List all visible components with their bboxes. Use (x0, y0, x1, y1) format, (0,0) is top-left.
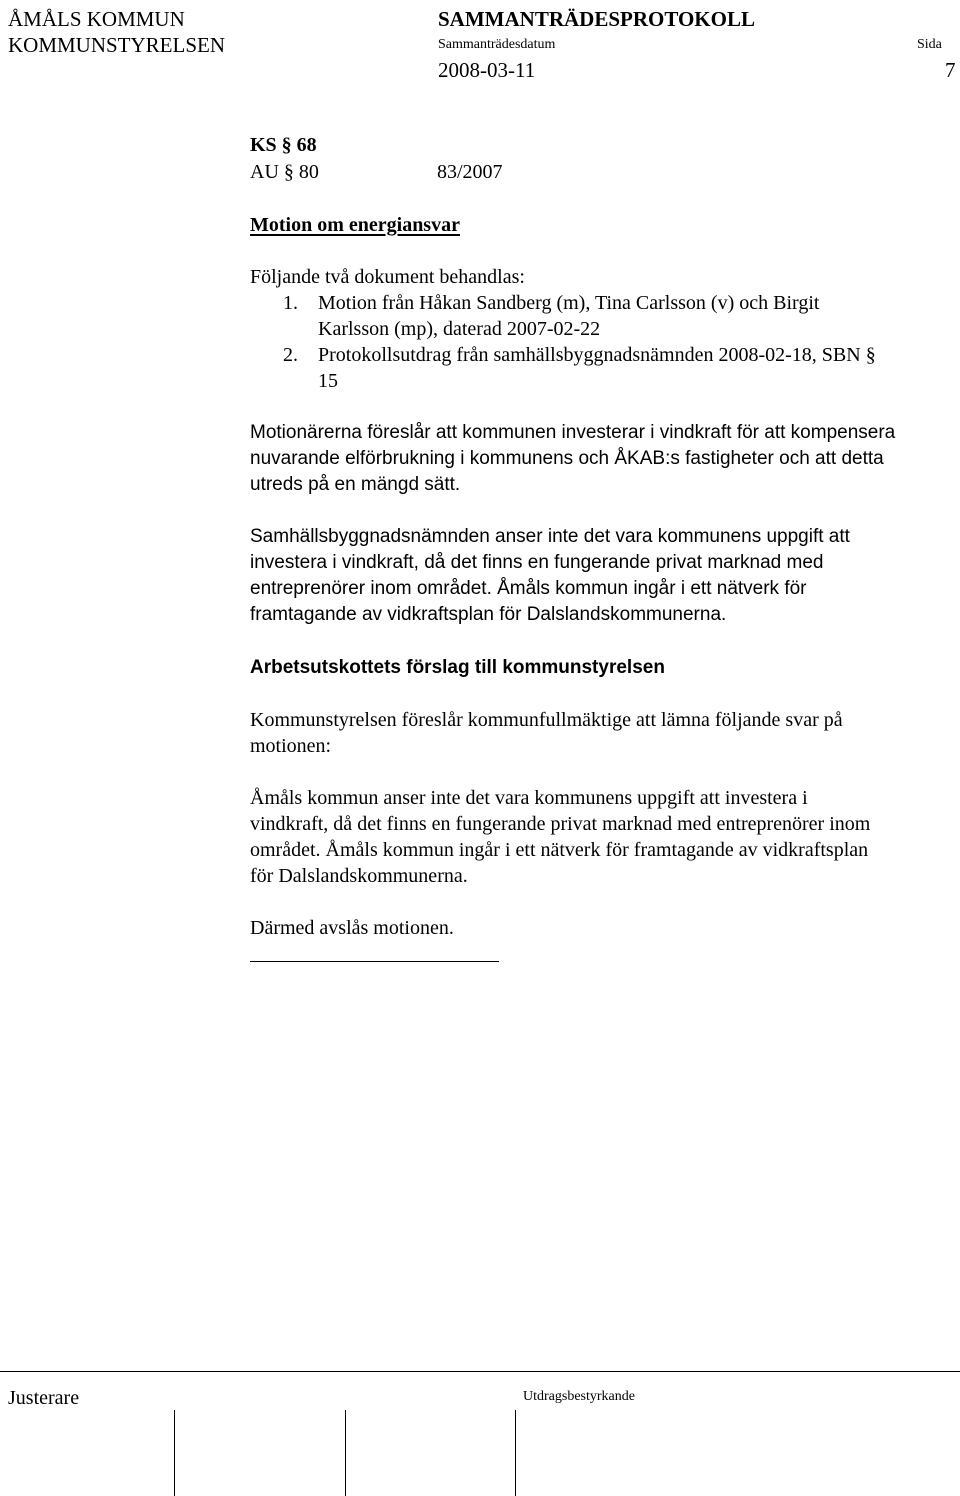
text-line: vindkraft, då det finns en fungerande privat marknad med entreprenörer inom (250, 813, 871, 835)
case-au: AU § 80 (250, 161, 319, 183)
signature-box-divider (174, 1410, 175, 1496)
text-line: entreprenörer inom området. Åmåls kommun ingår i ett nätverk för (250, 578, 807, 599)
case-ks: KS § 68 (250, 134, 317, 156)
text-line: Motionärerna föreslår att kommunen investerar i vindkraft för att kompensera (250, 422, 896, 443)
diary-number: 83/2007 (437, 161, 503, 183)
text-line: motionen: (250, 735, 332, 757)
list-item-text: 15 (318, 370, 338, 392)
conclusion: Därmed avslås motionen. (250, 917, 454, 939)
list-item-text: Protokollsutdrag från samhällsbyggnadsnämnden 2008-02-18, SBN § (318, 344, 876, 366)
text-line: Samhällsbyggnadsnämnden anser inte det vara kommunens uppgift att (250, 526, 850, 547)
documents-intro: Följande två dokument behandlas: (250, 266, 525, 288)
signature-box-divider (345, 1410, 346, 1496)
proposal-heading: Arbetsutskottets förslag till kommunstyrelsen (250, 657, 665, 678)
utdragsbestyrkande-label: Utdragsbestyrkande (523, 1389, 635, 1404)
page-number: 7 (945, 58, 956, 82)
list-item-text: Karlsson (mp), daterad 2007-02-22 (318, 318, 601, 340)
text-line: området. Åmåls kommun ingår i ett nätverk för framtagande av vidkraftsplan (250, 839, 869, 861)
text-line: Kommunstyrelsen föreslår kommunfullmäktige att lämna följande svar på (250, 709, 843, 731)
list-item-number: 1. (283, 292, 298, 314)
text-line: nuvarande elförbrukning i kommunens och ÅKAB:s fastigheter och att detta (250, 448, 884, 469)
meeting-date: 2008-03-11 (438, 58, 536, 82)
page-label: Sida (917, 37, 942, 52)
case-title: Motion om energiansvar (250, 214, 460, 236)
board-name: KOMMUNSTYRELSEN (8, 33, 226, 57)
date-label: Sammanträdesdatum (438, 37, 556, 52)
org-name: ÅMÅLS KOMMUN (8, 7, 185, 31)
text-line: utreds på en mängd sätt. (250, 474, 461, 495)
text-line: framtagande av vidkraftsplan för Dalslandskommunerna. (250, 604, 727, 625)
list-item-number: 2. (283, 344, 298, 366)
footer-divider (0, 1371, 960, 1372)
list-item-text: Motion från Håkan Sandberg (m), Tina Carlsson (v) och Birgit (318, 292, 820, 314)
document-type: SAMMANTRÄDESPROTOKOLL (438, 7, 755, 31)
justerare-label: Justerare (8, 1387, 80, 1409)
text-line: för Dalslandskommunerna. (250, 865, 468, 887)
text-line: investera i vindkraft, då det finns en fungerande privat marknad med (250, 552, 824, 573)
text-line: Åmåls kommun anser inte det vara kommunens uppgift att investera i (250, 787, 808, 809)
end-rule (250, 961, 499, 962)
signature-box-divider (515, 1410, 516, 1496)
